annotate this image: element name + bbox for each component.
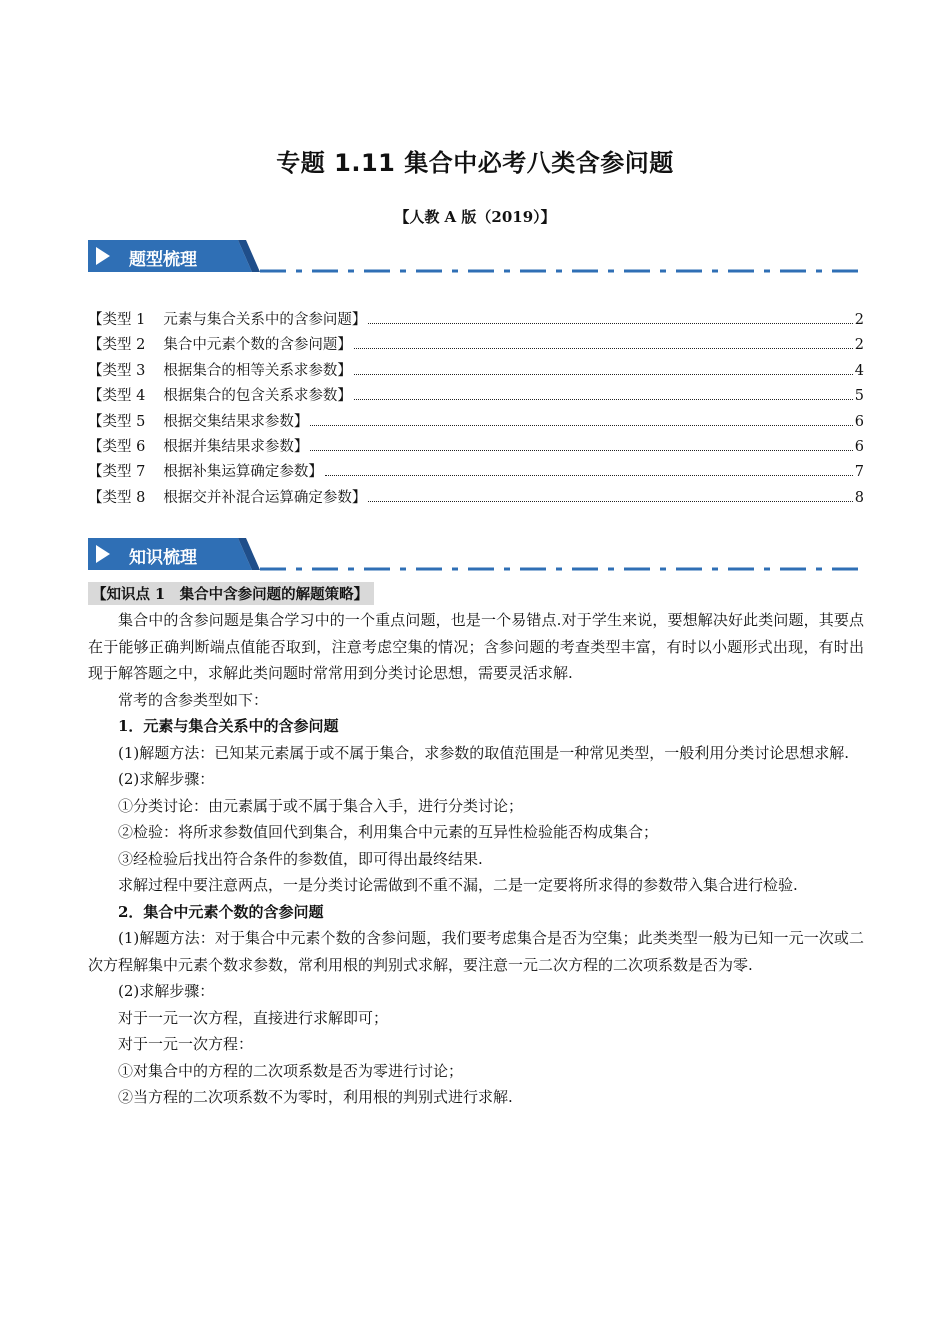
toc-item[interactable]: 【类型 7 根据补集运算确定参数】 7 <box>88 464 864 481</box>
type2-step-4: ②当方程的二次项系数不为零时，利用根的判别式进行求解. <box>118 1088 513 1106</box>
intro-paragraph: 集合中的含参问题是集合学习中的一个重点问题，也是一个易错点.对于学生来说，要想解决好此类问题，其要点在于能够正确判断端点值能否取到，注意考虑空集的情况；含参问题的考查类型丰富，有时以小题形式出现，有时出现于解答题之中，求解此类问题时常常用到分类讨论思想，需要灵活求解. <box>88 611 864 682</box>
table-of-contents <box>88 308 864 511</box>
toc-item[interactable]: 【类型 8 根据交并补混合运算确定参数】 8 <box>88 489 864 506</box>
toc-leader <box>368 501 852 502</box>
knowledge-section-banner <box>88 536 864 576</box>
type1-method: (1)解题方法：已知某元素属于或不属于集合，求参数的取值范围是一种常见类型，一般利用分类讨论思想求解. <box>118 743 850 762</box>
type2-method: (1)解题方法：对于集合中元素个数的含参问题，我们要考虑集合是否为空集；此类类型一般为已知一元一次或二次方程解集中元素个数求参数，常利用根的判别式求解，要注意一元二次方程的二次项系数是否为零. <box>88 929 864 974</box>
toc-item[interactable]: 【类型 6 根据并集结果求参数】 6 <box>88 438 864 455</box>
toc-item[interactable]: 【类型 3 根据集合的相等关系求参数】 4 <box>88 362 864 379</box>
toc-leader <box>368 323 852 324</box>
toc-leader <box>354 348 853 349</box>
type1-step-3: ③经检验后找出符合条件的参数值，即可得出最终结果. <box>118 849 483 868</box>
type2-heading: 2．集合中元素个数的含参问题 <box>118 902 324 921</box>
knowledge-point-heading: 【知识点 1 集合中含参问题的解题策略】 <box>88 582 374 605</box>
type1-step-2: ②检验：将所求参数值回代到集合，利用集合中元素的互异性检验能否构成集合； <box>118 823 659 841</box>
type1-steps-label: (2)求解步骤： <box>118 770 215 788</box>
toc-item[interactable]: 【类型 2 集合中元素个数的含参问题】 2 <box>88 337 864 354</box>
toc-item[interactable]: 【类型 1 元素与集合关系中的含参问题】 2 <box>88 312 864 328</box>
toc-section-banner <box>88 238 864 278</box>
type1-step-1: ①分类讨论：由元素属于或不属于集合入手，进行分类讨论； <box>118 796 524 815</box>
toc-leader <box>310 450 852 451</box>
toc-item[interactable]: 【类型 5 根据交集结果求参数】 6 <box>88 413 864 430</box>
page-title: 专题 1.11 集合中必考八类含参问题 <box>276 149 674 177</box>
type2-step-1: 对于一元一次方程，直接进行求解即可； <box>118 1008 389 1027</box>
knowledge-content <box>88 582 864 1111</box>
knowledge-banner-label: 知识梳理 <box>129 548 197 568</box>
type1-heading: 1．元素与集合关系中的含参问题 <box>118 717 339 735</box>
toc-leader <box>354 374 853 375</box>
common-types-label: 常考的含参类型如下： <box>118 690 269 709</box>
type2-step-2: 对于一元一次方程： <box>118 1035 254 1053</box>
banner-shape <box>88 536 864 576</box>
type1-note: 求解过程中要注意两点，一是分类讨论需做到不重不漏，二是一定要将所求得的参数带入集合进行检验. <box>118 876 798 894</box>
edition-label: 【人教 A 版（2019）】 <box>394 208 556 226</box>
toc-leader <box>310 425 852 426</box>
toc-leader <box>354 399 853 400</box>
type2-step-3: ①对集合中的方程的二次项系数是否为零进行讨论； <box>118 1061 464 1080</box>
banner-shape <box>88 238 864 278</box>
toc-banner-label: 题型梳理 <box>129 250 197 270</box>
toc-item[interactable]: 【类型 4 根据集合的包含关系求参数】 5 <box>88 388 864 405</box>
toc-leader <box>325 475 853 476</box>
type2-steps-label: (2)求解步骤： <box>118 982 215 1000</box>
